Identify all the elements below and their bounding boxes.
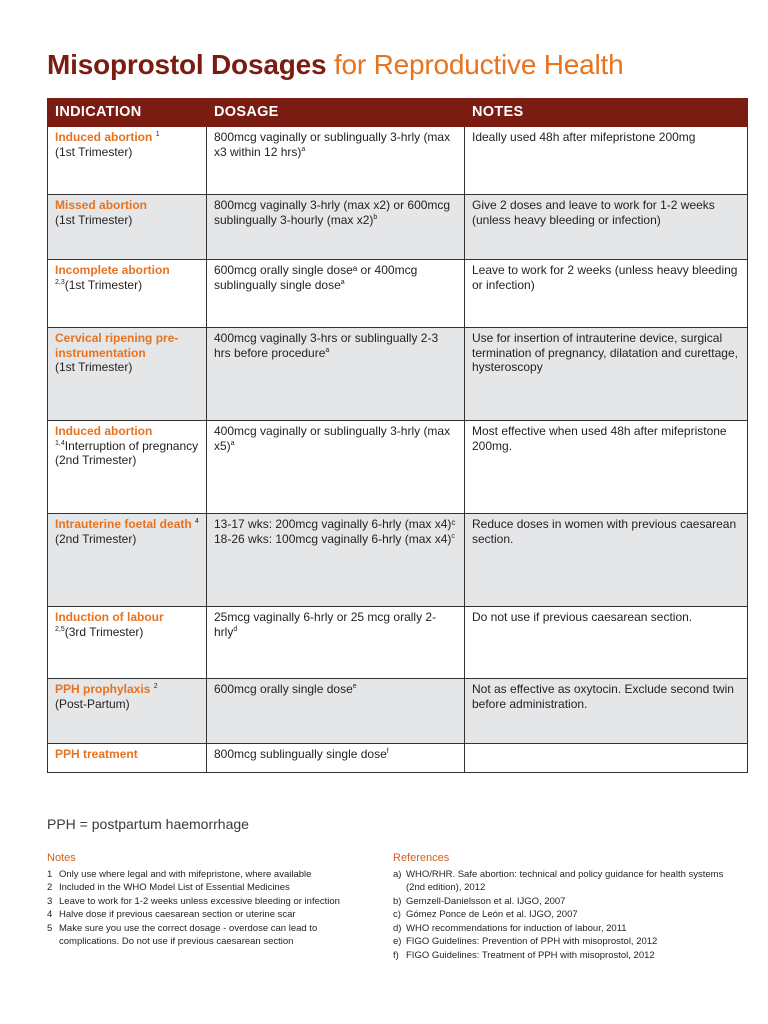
list-item-text: Gómez Ponce de León et al. IJGO, 2007 [406, 909, 578, 920]
header-indication: INDICATION [48, 99, 207, 127]
indication-name: Induced abortion [55, 130, 153, 144]
dosage-text: 600mcg orally single dose [214, 682, 353, 696]
list-item-number: d) [393, 922, 402, 934]
indication-name: Incomplete abortion [55, 263, 170, 277]
dosage-text: 800mcg vaginally or sublingually 3-hrly (max x3 within 12 hrs) [214, 130, 451, 159]
table-row [48, 127, 748, 195]
indication-trimester: (3rd Trimester) [64, 624, 144, 639]
list-item-number: 3 [47, 895, 53, 907]
table-row [48, 744, 748, 773]
references-list [393, 868, 733, 963]
notes-section [47, 852, 377, 949]
list-item [393, 922, 733, 936]
dosage-reference: f [386, 748, 389, 755]
dosage-reference: a [230, 439, 235, 447]
list-item [393, 949, 733, 963]
list-item-text: Make sure you use the correct dosage - overdose can lead to complications. Do not use if previous caesarean section [59, 922, 318, 947]
dosage-reference: a [325, 346, 330, 354]
dosage-text: 800mcg vaginally 3-hrly (max x2) or 600mcg sublingually 3-hourly (max x2) [214, 198, 451, 227]
list-item [393, 935, 733, 949]
list-item [393, 868, 733, 895]
indication-cell [48, 127, 207, 195]
indication-footnote: 2 [153, 683, 158, 690]
indication-footnote: 1,4 [55, 439, 65, 447]
notes-cell [465, 195, 748, 260]
dosage-cell [207, 195, 465, 260]
dosage-reference: d [233, 625, 238, 633]
notes-text: Give 2 doses and leave to work for 1-2 weeks (unless heavy bleeding or infection) [472, 198, 715, 227]
notes-cell [465, 260, 748, 328]
table-row [48, 607, 748, 679]
indication-cell [48, 514, 207, 607]
indication-trimester: (Post-Partum) [55, 696, 130, 711]
notes-text: Ideally used 48h after mifepristone 200mg [472, 130, 696, 144]
list-item-number: c) [393, 909, 401, 920]
list-item-text: WHO recommendations for induction of labour, 2011 [406, 922, 627, 934]
dosage-text: 400mcg vaginally or sublingually 3-hrly (max x5) [214, 424, 451, 453]
notes-cell [465, 679, 748, 744]
dosage-cell [207, 260, 465, 328]
notes-text: Most effective when used 48h after mifepristone 200mg. [472, 424, 727, 453]
dosage-text: 25mcg vaginally 6-hrly or 25 mcg orally 2-hrly [214, 610, 437, 639]
table-header-row [48, 99, 748, 127]
dosage-table-body [48, 127, 748, 773]
indication-footnote: 4 [195, 518, 199, 525]
dosage-reference: a [340, 278, 345, 286]
notes-cell [465, 744, 748, 773]
notes-list [47, 868, 377, 949]
table-row [48, 514, 748, 607]
indication-trimester: (1st Trimester) [55, 360, 133, 374]
dosage-table [47, 98, 748, 773]
list-item [393, 895, 733, 909]
indication-cell [48, 421, 207, 514]
indication-name: Intrauterine foetal death [55, 517, 192, 531]
indication-trimester: (1st Trimester) [64, 277, 143, 292]
list-item-text: Halve dose if previous caesarean section or uterine scar [59, 909, 296, 920]
notes-text: Use for insertion of intrauterine device, surgical termination of pregnancy, dilatation and curettage, hysteroscopy [472, 331, 738, 374]
notes-cell [465, 514, 748, 607]
title-main: Misoprostol Dosages [47, 49, 327, 80]
dosage-text: 800mcg sublingually single dose [214, 747, 387, 761]
list-item-text: WHO/RHR. Safe abortion: technical and policy guidance for health systems (2nd edition), 2012 [406, 868, 724, 893]
notes-text: Leave to work for 2 weeks (unless heavy bleeding or infection) [472, 263, 738, 292]
list-item-number: f) [393, 949, 399, 961]
table-row [48, 260, 748, 328]
indication-name: Induced abortion [55, 424, 153, 438]
dosage-text: 400mcg vaginally 3-hrs or sublingually 2-3 hrs before procedure [214, 331, 439, 360]
notes-text: Do not use if previous caesarean section. [472, 610, 693, 624]
list-item-number: b) [393, 895, 402, 907]
dosage-cell [207, 421, 465, 514]
indication-cell [48, 744, 207, 773]
indication-trimester: (2nd Trimester) [55, 531, 137, 546]
notes-text: Not as effective as oxytocin. Exclude second twin before administration. [472, 682, 734, 711]
notes-heading: Notes [47, 852, 76, 864]
dosage-reference: e [352, 683, 357, 690]
dosage-reference: c [451, 532, 455, 540]
list-item [393, 908, 733, 922]
dosage-cell [207, 607, 465, 679]
header-dosage: DOSAGE [207, 99, 465, 127]
notes-cell [465, 421, 748, 514]
table-row [48, 421, 748, 514]
references-section [393, 852, 733, 962]
table-row [48, 195, 748, 260]
dosage-text: 600mcg orally single doseᵃ or 400mcg sublingually single dose [214, 263, 418, 292]
indication-name: PPH prophylaxis [55, 682, 151, 696]
notes-text: Reduce doses in women with previous caesarean section. [472, 517, 737, 546]
dosage-reference: b [373, 213, 378, 221]
list-item-number: a) [393, 868, 402, 880]
title-sub: for Reproductive Health [333, 49, 624, 80]
indication-cell [48, 328, 207, 421]
indication-footnote: 1 [155, 131, 160, 138]
list-item-text: Leave to work for 1-2 weeks unless excessive bleeding or infection [59, 895, 340, 907]
list-item [47, 922, 377, 949]
indication-footnote: 2,3 [55, 278, 65, 286]
references-heading: References [393, 852, 450, 864]
list-item [47, 895, 377, 909]
dosage-cell [207, 744, 465, 773]
dosage-cell [207, 127, 465, 195]
indication-name: Missed abortion [55, 198, 148, 212]
notes-cell [465, 607, 748, 679]
indication-footnote: 2,5 [55, 625, 65, 633]
indication-cell [48, 679, 207, 744]
list-item-number: 5 [47, 922, 53, 934]
list-item-text: Gemzell-Danielsson et al. IJGO, 2007 [406, 895, 566, 907]
list-item-text: FIGO Guidelines: Prevention of PPH with misoprostol, 2012 [406, 936, 658, 947]
notes-cell [465, 328, 748, 421]
list-item-text: Included in the WHO Model List of Essential Medicines [59, 882, 290, 893]
table-row [48, 328, 748, 421]
list-item-number: 1 [47, 868, 53, 880]
list-item-number: 2 [47, 882, 53, 893]
indication-cell [48, 260, 207, 328]
notes-cell [465, 127, 748, 195]
indication-cell [48, 607, 207, 679]
indication-trimester: Interruption of pregnancy (2nd Trimester) [55, 438, 199, 467]
dosage-reference: a [301, 145, 306, 153]
dosage-cell [207, 679, 465, 744]
list-item [47, 881, 377, 895]
table-row [48, 679, 748, 744]
pph-definition: PPH = postpartum haemorrhage [47, 816, 249, 832]
dosage-cell [207, 328, 465, 421]
list-item-number: e) [393, 936, 402, 947]
indication-trimester: (1st Trimester) [55, 212, 133, 227]
indication-cell [48, 195, 207, 260]
dosage-text: 13-17 wks: 200mcg vaginally 6-hrly (max x4)ᶜ 18-26 wks: 100mcg vaginally 6-hrly (max x4) [214, 517, 456, 546]
list-item-number: 4 [47, 909, 53, 920]
list-item-text: Only use where legal and with mifepristone, where available [59, 868, 312, 880]
indication-name: PPH treatment [55, 747, 138, 761]
indication-name: Cervical ripening pre-instrumentation [55, 331, 179, 360]
list-item [47, 868, 377, 882]
list-item-text: FIGO Guidelines: Treatment of PPH with misoprostol, 2012 [406, 949, 655, 961]
indication-name: Induction of labour [55, 610, 164, 624]
page-title [47, 48, 624, 82]
list-item [47, 908, 377, 922]
indication-trimester: (1st Trimester) [55, 144, 133, 159]
dosage-cell [207, 514, 465, 607]
header-notes: NOTES [465, 99, 748, 127]
